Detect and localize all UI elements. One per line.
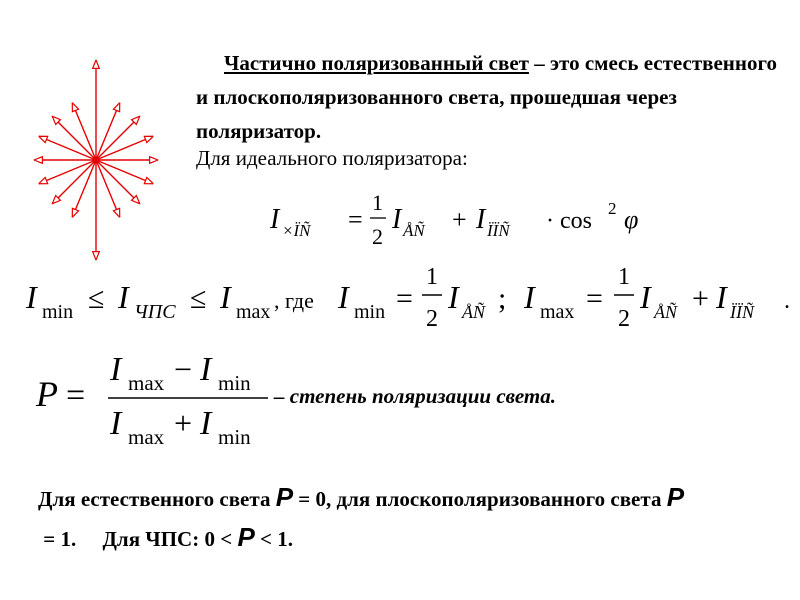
formula2-semicolon: ; — [498, 282, 507, 315]
formula-chps-bounds — [20, 262, 795, 342]
formula2-ian2-base: I — [640, 279, 651, 315]
formula3-num-imax-sub: max — [128, 371, 165, 395]
formula-ideal-polarizer — [270, 188, 670, 258]
formula1-cos-exponent: 2 — [608, 199, 617, 218]
definition-text: – это смесь естественного и плоскополяризованного света, прошедшая через поляризатор. — [196, 51, 778, 143]
formula2-ian-sub: ÅÑ — [462, 302, 486, 322]
formula1-plus: + — [452, 205, 467, 234]
formula2-imax-base: I — [220, 279, 231, 315]
light-source-center-dot — [93, 157, 99, 163]
formula2-where: , где — [274, 288, 314, 313]
formula2-imax-sub: max — [236, 301, 271, 323]
formula2-imin2-sub: min — [354, 301, 386, 323]
bottom-P-3: P — [237, 522, 255, 552]
formula1-frac-den: 2 — [372, 224, 383, 249]
formula1-equals: = — [348, 205, 363, 234]
formula2-imax2-sub: max — [540, 301, 575, 323]
bottom-text-1: Для естественного света — [38, 487, 276, 511]
formula2-ian-base: I — [448, 279, 459, 315]
formula3-den-imax-base: I — [110, 405, 122, 442]
light-vector-arrow — [93, 60, 100, 160]
formula2-frac2-num: 1 — [618, 264, 630, 290]
formula1-frac-num: 1 — [372, 190, 383, 215]
bottom-P-1: P — [275, 482, 294, 512]
bottom-text-3: = 1. Для ЧПС: 0 < — [38, 527, 238, 551]
natural-light-arrows-diagram — [20, 52, 180, 272]
formula2-iin-base: I — [716, 279, 727, 315]
formula2-ichps-base: I — [118, 279, 129, 315]
definition-paragraph — [196, 46, 786, 148]
formula1-term2-sub: ÏÏÑ — [487, 221, 510, 240]
formula2-frac1-num: 1 — [426, 264, 438, 290]
light-vector-arrow — [34, 157, 96, 164]
light-vector-arrow — [96, 157, 158, 164]
light-vector-arrow — [52, 160, 96, 204]
ideal-polarizer-intro: Для идеального поляризатора: — [196, 146, 468, 170]
formula3-minus: − — [174, 351, 193, 387]
formula2-ian2-sub: ÅÑ — [654, 302, 678, 322]
formula3-num-imin-base: I — [200, 351, 212, 388]
formula2-eq2: = — [586, 282, 603, 315]
formula3-num-imax-base: I — [110, 351, 122, 388]
formula2-imin2-base: I — [338, 279, 349, 315]
formula1-lhs-base: I — [270, 204, 280, 235]
definition-term: Частично поляризованный свет — [224, 51, 529, 75]
formula3-den-imin-sub: min — [218, 425, 251, 449]
formula2-imin-base: I — [26, 279, 37, 315]
formula2-imin-sub: min — [42, 301, 74, 323]
formula2-le2: ≤ — [190, 282, 207, 315]
formula3-plus: + — [174, 405, 193, 441]
light-vector-arrow — [93, 160, 100, 260]
formula3-num-imin-sub: min — [218, 371, 251, 395]
formula1-term1-sub: ÅÑ — [403, 221, 425, 240]
formula3-den-imax-sub: max — [128, 425, 165, 449]
formula1-term2-base: I — [476, 204, 486, 235]
polarization-degree-description: – степень поляризации света. — [274, 384, 556, 408]
light-vector-arrow — [52, 116, 96, 160]
light-vector-arrow — [96, 160, 140, 204]
formula3-P: P — [36, 374, 58, 414]
bottom-paragraph — [38, 478, 778, 558]
formula2-dot: . — [784, 288, 790, 314]
formula2-imax2-base: I — [524, 279, 535, 315]
bottom-P-2: P — [666, 482, 685, 512]
formula2-plus: + — [692, 282, 709, 315]
formula2-ichps-sub: ЧПС — [134, 301, 176, 323]
formula1-lhs-sub: ×ÏÑ — [282, 221, 311, 240]
formula1-phi: φ — [624, 205, 639, 234]
bottom-text-4: < 1. — [254, 527, 293, 551]
formula3-den-imin-base: I — [200, 405, 212, 442]
light-vector-arrow — [96, 116, 140, 160]
formula3-equals: = — [66, 377, 86, 414]
bottom-text-2: = 0, для плоскополяризованного света — [293, 487, 667, 511]
formula-degree-of-polarization — [36, 342, 276, 452]
formula2-iin-sub: ÏÏÑ — [730, 302, 754, 322]
formula2-frac2-den: 2 — [618, 306, 630, 332]
formula2-le1: ≤ — [88, 282, 105, 315]
formula2-frac1-den: 2 — [426, 306, 438, 332]
formula2-eq1: = — [396, 282, 413, 315]
formula1-cos: · cos — [546, 208, 592, 234]
formula1-term1-base: I — [392, 204, 402, 235]
